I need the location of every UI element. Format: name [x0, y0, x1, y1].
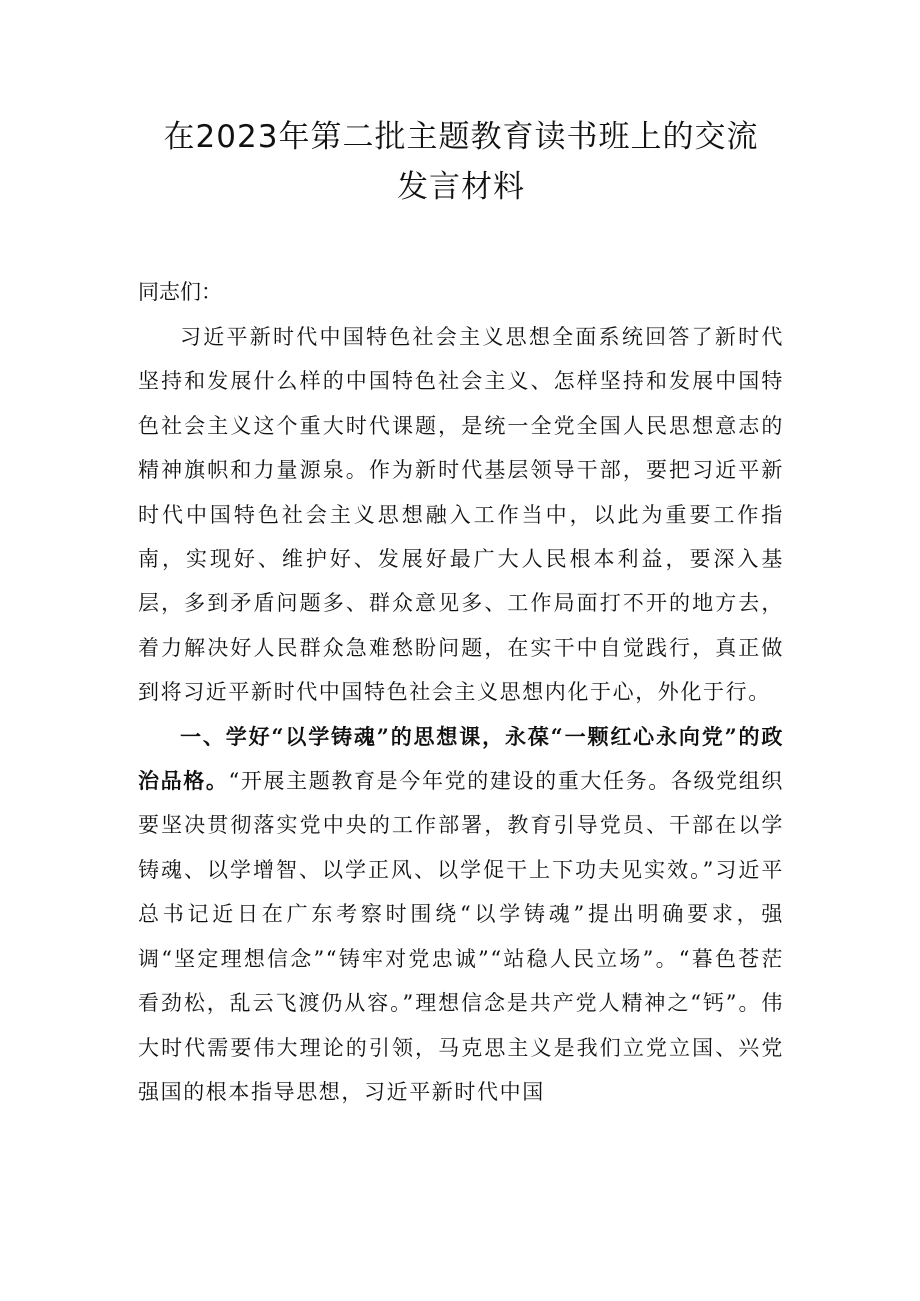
title-line-1: 在2023年第二批主题教育读书班上的交流: [163, 119, 759, 155]
intro-paragraph: 习近平新时代中国特色社会主义思想全面系统回答了新时代坚持和发展什么样的中国特色社会主义、怎样坚持和发展中国特色社会主义这个重大时代课题，是统一全党全国人民思想意志的精神旗帜和力量源泉。作为新时代基层领导干部，要把习近平新时代中国特色社会主义思想融入工作当中，以此为重要工作指南，实现好、维护好、发展好最广大人民根本利益，要深入基层，多到矛盾问题多、群众意见多、工作局面打不开的地方去，着力解决好人民群众急难愁盼问题，在实干中自觉践行，真正做到将习近平新时代中国特色社会主义思想内化于心，外化于行。: [138, 325, 784, 705]
section-1-text: “开展主题教育是今年党的建设的重大任务。各级党组织要坚决贯彻落实党中央的工作部署，教育引导党员、干部在以学铸魂、以学增智、以学正风、以学促干上下功夫见实效。”习近平总书记近日在广东考察时围绕“以学铸魂”提出明确要求，强调“坚定理想信念”“铸牢对党忠诚”“站稳人民立场”。“暮色苍茫看劲松，乱云飞渡仍从容。”理想信念是共产党人精神之“钙”。伟大时代需要伟大理论的引领，马克思主义是我们立党立国、兴党强国的根本指导思想，习近平新时代中国: [138, 769, 785, 1104]
salutation: 同志们：: [138, 280, 222, 304]
section-1-heading: 一、学好“以学铸魂”的思想课，永葆“一颗红心永向党”的政治品格。: [138, 723, 784, 794]
document-title: [138, 112, 784, 212]
section-1-paragraph: [138, 715, 784, 1115]
title-line-2: 发言材料: [397, 169, 525, 205]
